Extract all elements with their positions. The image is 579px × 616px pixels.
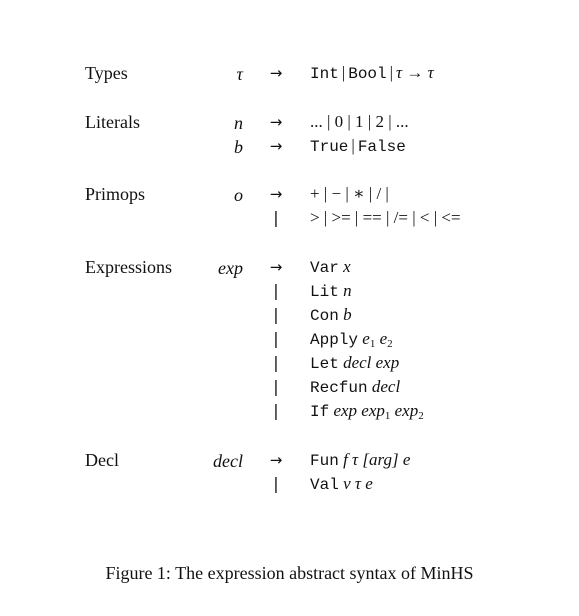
literals-n-rhs: [310, 111, 409, 133]
decl-arrow: →: [269, 451, 283, 469]
expr-bar-recfun: |: [273, 377, 279, 396]
expr-if-sub1: 1: [384, 410, 391, 422]
type-bool: Bool: [348, 65, 387, 83]
primops-line2: [310, 207, 461, 229]
decl-bar-val: |: [273, 474, 279, 493]
primops-compare: > | >= | == | /= | < | <=: [310, 208, 461, 227]
type-fn-from: τ: [396, 63, 403, 82]
expr-apply-e2: e: [379, 329, 388, 348]
literals-n-values: ... | 0 | 1 | 2 | ...: [310, 112, 409, 131]
expr-bar-apply: |: [273, 329, 279, 348]
decl-fun: [310, 449, 410, 472]
literal-true: True: [310, 138, 349, 156]
expr-lit: [310, 280, 352, 303]
expr-recfun: [310, 376, 400, 399]
expressions-arrow: →: [269, 258, 283, 276]
primops-symbol: o: [234, 185, 243, 205]
category-expressions: Expressions: [85, 257, 172, 277]
expr-con-keyword: Con: [310, 307, 339, 325]
figure-caption: Figure 1: The expression abstract syntax of MinHS: [105, 563, 474, 583]
category-decl: Decl: [85, 450, 119, 470]
types-symbol: τ: [236, 64, 243, 84]
expr-if-keyword: If: [310, 403, 330, 421]
expr-apply-keyword: Apply: [310, 331, 359, 349]
type-fn-to: τ: [427, 63, 434, 82]
literals-b-rhs: True | False: [310, 136, 406, 156]
literals-b-symbol: b: [234, 137, 243, 157]
type-int: Int: [310, 65, 339, 83]
expr-apply-e1: e: [362, 329, 370, 348]
expr-bar-let: |: [273, 353, 279, 372]
expr-var-keyword: Var: [310, 259, 339, 277]
decl-fun-keyword: Fun: [310, 452, 339, 470]
expr-recfun-arg: decl: [371, 377, 401, 396]
expr-var: [310, 256, 351, 279]
types-rhs: Int | Bool | τ → τ: [310, 63, 434, 83]
category-literals: Literals: [85, 112, 140, 132]
decl-fun-body: e: [402, 450, 411, 469]
expr-let-keyword: Let: [310, 355, 339, 373]
expr-bar-con: |: [273, 305, 279, 324]
expr-apply-sub2: 2: [387, 338, 393, 350]
literals-b-arrow: →: [269, 137, 283, 155]
expr-apply: [310, 328, 393, 355]
decl-fun-args: f τ: [343, 450, 359, 469]
decl-symbol: decl: [213, 451, 243, 471]
type-fn-arrow: →: [406, 63, 424, 82]
expr-bar-if: |: [273, 401, 279, 420]
primops-bar: |: [273, 208, 279, 227]
literals-n-arrow: →: [269, 113, 283, 131]
expressions-symbol: exp: [218, 258, 243, 278]
literal-false: False: [357, 138, 406, 156]
expr-let: [310, 352, 399, 375]
expr-if: [310, 400, 424, 427]
decl-val-keyword: Val: [310, 476, 339, 494]
expr-if-sub2: 2: [418, 410, 424, 422]
expr-apply-sub1: 1: [369, 338, 376, 350]
expr-con: [310, 304, 352, 327]
expr-con-arg: b: [343, 305, 352, 324]
primops-arith: + | − | ∗ | / |: [310, 184, 389, 203]
primops-line1: [310, 183, 389, 205]
expr-recfun-keyword: Recfun: [310, 379, 368, 397]
expr-let-args: decl exp: [343, 353, 400, 372]
expr-if-arg2: exp: [394, 401, 419, 420]
types-arrow: →: [269, 64, 283, 82]
decl-val: [310, 473, 373, 496]
primops-arrow: →: [269, 185, 283, 203]
expr-var-arg: x: [343, 257, 351, 276]
expr-if-arg1: exp exp: [333, 401, 385, 420]
expr-bar-lit: |: [273, 281, 279, 300]
decl-fun-bracket: [arg]: [362, 450, 399, 469]
expr-lit-keyword: Lit: [310, 283, 339, 301]
decl-val-args: v τ e: [343, 474, 373, 493]
category-primops: Primops: [85, 184, 146, 204]
literals-n-symbol: n: [234, 113, 243, 133]
category-types: Types: [85, 63, 128, 83]
expr-lit-arg: n: [343, 281, 352, 300]
